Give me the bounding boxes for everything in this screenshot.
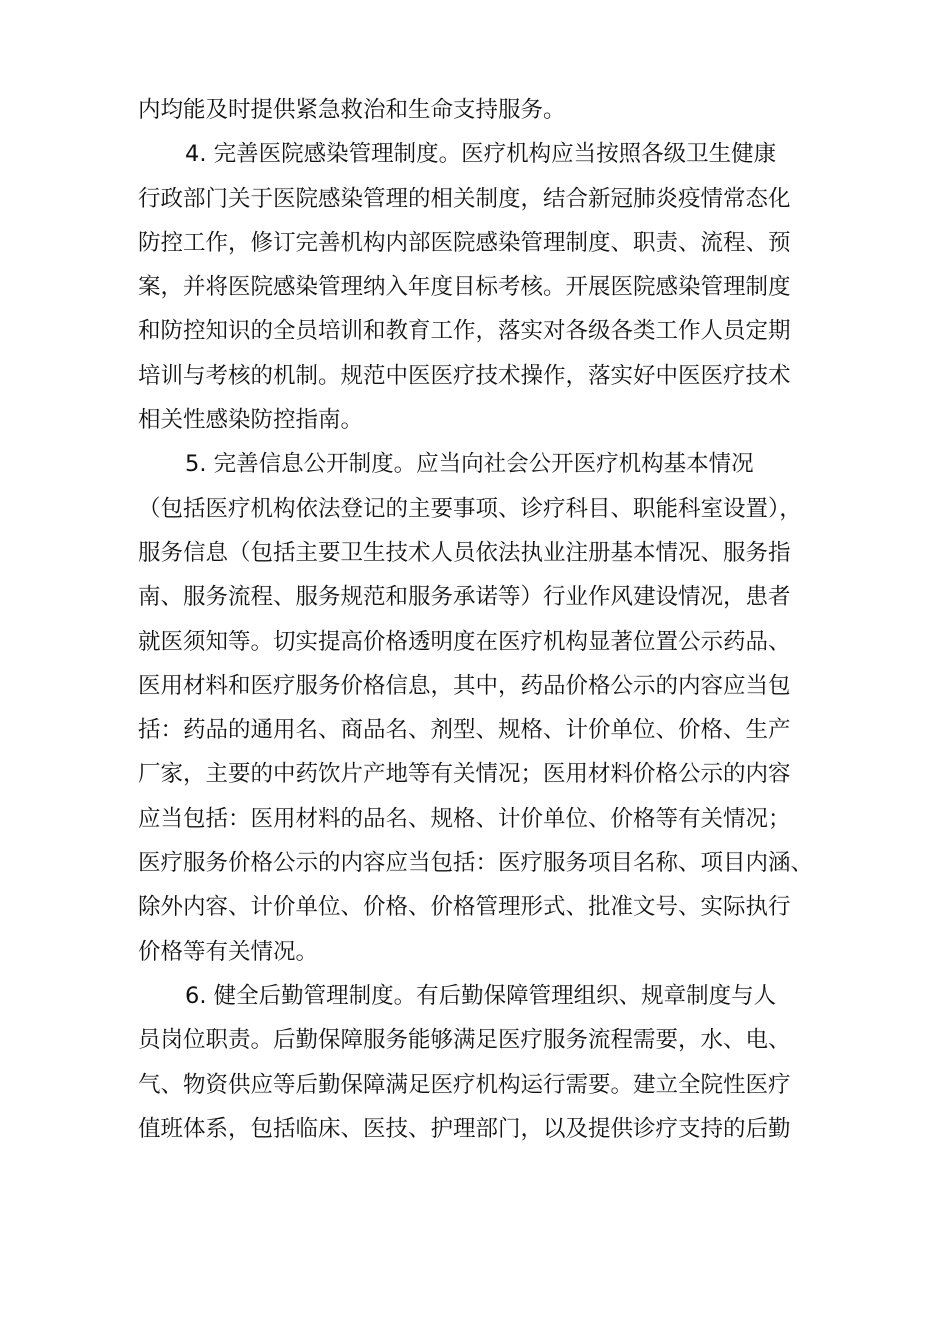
text-line: 括：药品的通用名、商品名、剂型、规格、计价单位、价格、生产 [138,717,791,744]
text-line: 医用材料和医疗服务价格信息，其中，药品价格公示的内容应当包 [138,672,791,699]
text-line: 南、服务流程、服务规范和服务承诺等）行业作风建设情况，患者 [138,584,791,611]
text-line: 厂家，主要的中药饮片产地等有关情况；医用材料价格公示的内容 [138,761,791,788]
text-line: 内均能及时提供紧急救治和生命支持服务。 [138,97,566,123]
text-line: 防控工作，修订完善机构内部医院感染管理制度、职责、流程、预 [138,229,791,256]
paragraph-first-line: 4. 完善医院感染管理制度。医疗机构应当按照各级卫生健康 [185,141,777,168]
text-line: 相关性感染防控指南。 [138,407,364,434]
text-line: 行政部门关于医院感染管理的相关制度，结合新冠肺炎疫情常态化 [138,185,791,212]
text-line: （包括医疗机构依法登记的主要事项、诊疗科目、职能科室设置）， [138,495,802,522]
paragraph-first-line: 6. 健全后勤管理制度。有后勤保障管理组织、规章制度与人 [185,982,777,1009]
text-line: 除外内容、计价单位、价格、价格管理形式、批准文号、实际执行 [138,894,791,921]
text-line: 服务信息（包括主要卫生技术人员依法执业注册基本情况、服务指 [138,539,791,566]
text-line: 和防控知识的全员培训和教育工作，落实对各级各类工作人员定期 [138,318,791,345]
text-line: 价格等有关情况。 [138,938,319,965]
text-line: 培训与考核的机制。规范中医医疗技术操作，落实好中医医疗技术 [138,362,791,389]
text-line: 应当包括：医用材料的品名、规格、计价单位、价格等有关情况； [138,805,791,832]
text-line: 员岗位职责。后勤保障服务能够满足医疗服务流程需要，水、电、 [138,1027,791,1054]
text-line: 值班体系，包括临床、医技、护理部门，以及提供诊疗支持的后勤 [138,1115,791,1142]
text-line: 医疗服务价格公示的内容应当包括：医疗服务项目名称、项目内涵、 [138,850,814,877]
text-line: 就医须知等。切实提高价格透明度在医疗机构显著位置公示药品、 [138,628,791,655]
text-line: 案，并将医院感染管理纳入年度目标考核。开展医院感染管理制度 [138,274,791,301]
paragraph-first-line: 5. 完善信息公开制度。应当向社会公开医疗机构基本情况 [185,451,754,478]
text-line: 气、物资供应等后勤保障满足医疗机构运行需要。建立全院性医疗 [138,1071,791,1098]
body-text [138,88,838,1151]
